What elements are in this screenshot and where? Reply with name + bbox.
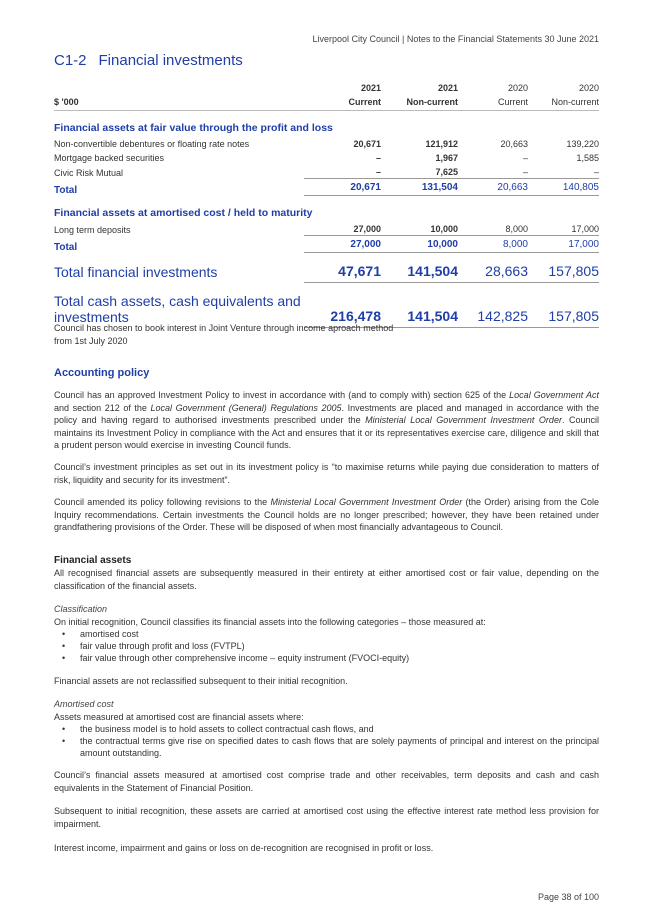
text: Council has an approved Investment Policy to invest in accordance with (and to comply with) section 625 of the: [54, 390, 510, 400]
interest-income-text: Interest income, impairment and gains or loss on de-recognition are recognised in profit or loss.: [54, 843, 434, 853]
list-item: • fair value through profit and loss (FVTPL): [54, 640, 599, 652]
total-cash-label-line2: investments: [54, 308, 129, 325]
page-number: Page 38 of 100: [537, 892, 599, 902]
amortised-cost-heading: Amortised cost: [54, 699, 114, 709]
cell: –: [522, 167, 528, 177]
accounting-policy-heading: Accounting policy: [54, 367, 150, 379]
cell: 1,585: [576, 153, 599, 163]
policy-paragraph-1: [54, 389, 599, 452]
table-row: [54, 136, 599, 150]
amortised-cost-list: [54, 723, 599, 759]
total-investments-label: Total financial investments: [54, 263, 218, 280]
col-type: Non-current: [528, 94, 599, 111]
cell: 20,663: [500, 139, 528, 149]
unit-label: $ '000: [54, 94, 304, 111]
financial-assets-heading: Financial assets: [54, 555, 132, 566]
classification-intro: On initial recognition, Council classifies its financial assets into the following categories – those measured at:: [54, 617, 486, 627]
amortised-comprise-text: Council’s financial assets measured at amortised cost comprise trade and other receivables, term deposits and cash and cash equivalents in the Statement of Financial Position.: [54, 770, 599, 793]
cell: 17,000: [571, 224, 599, 234]
total-cell: 216,478: [304, 283, 381, 328]
section-code: C1-2: [54, 52, 87, 69]
cell: 7,625: [435, 167, 458, 177]
total-cell: 47,671: [304, 253, 381, 283]
total-cell: 140,805: [528, 179, 599, 196]
total-cell: 10,000: [381, 236, 458, 253]
total-cell: 142,825: [458, 283, 528, 328]
classification-list: [54, 628, 599, 664]
section-title-text: Financial investments: [98, 52, 243, 69]
total-cell: 17,000: [528, 236, 599, 253]
text-italic: Local Government Act: [509, 390, 599, 400]
cell: 27,000: [353, 224, 381, 234]
text-italic: Local Government (General) Regulations 2005: [150, 402, 342, 413]
list-item: • the contractual terms give rise on specified dates to cash flows that are solely payments of principal and interest on the principal amount outstanding.: [54, 735, 599, 759]
col-year: 2020: [578, 83, 599, 93]
group-title-amortised: Financial assets at amortised cost / held to maturity: [54, 207, 313, 219]
text: Council amended its policy following revisions to the: [54, 497, 271, 507]
col-year: 2021: [437, 83, 458, 93]
not-reclassified-text: Financial assets are not reclassified subsequent to their initial recognition.: [54, 676, 348, 686]
classification-heading: Classification: [54, 604, 108, 614]
row-label: Non-convertible debentures or floating rate notes: [54, 139, 250, 149]
total-cell: 141,504: [381, 283, 458, 328]
cell: 8,000: [505, 224, 528, 234]
total-label: Total: [54, 184, 78, 196]
total-cell: 20,663: [458, 179, 528, 196]
text-italic: Ministerial Local Government Investment Order: [365, 415, 562, 425]
total-label: Total: [54, 241, 78, 253]
subsequent-recognition-text: Subsequent to initial recognition, these assets are carried at amortised cost using the effective interest rate method less provision for impairment.: [54, 806, 599, 829]
section-title: [54, 52, 243, 69]
text: and section 212 of the: [54, 402, 151, 413]
note-line-2: from 1st July 2020: [54, 335, 128, 346]
total-cash-row: [54, 283, 599, 328]
total-cell: 141,504: [381, 253, 458, 283]
cell: –: [375, 153, 381, 163]
total-cell: 28,663: [458, 253, 528, 283]
list-item: • amortised cost: [54, 628, 599, 640]
total-cell: 27,000: [304, 236, 381, 253]
policy-paragraph-2: Council’s investment principles as set out in its investment policy is “to maximise returns while paying due consideration to matters of risk, liquidity and security for its investment”.: [54, 462, 599, 485]
table-row: [54, 221, 599, 236]
cell: 20,671: [353, 139, 381, 149]
total-cell: 20,671: [304, 179, 381, 196]
row-label: Long term deposits: [54, 224, 131, 235]
row-label: Civic Risk Mutual: [54, 167, 124, 178]
cell: 1,967: [435, 153, 458, 163]
row-label: Mortgage backed securities: [54, 153, 165, 163]
col-year: 2020: [507, 83, 528, 93]
total-investments-row: [54, 253, 599, 283]
financial-investments-table: [54, 80, 599, 328]
total-cell: 8,000: [458, 236, 528, 253]
col-year: 2021: [360, 83, 381, 93]
list-item: • the business model is to hold assets to collect contractual cash flows, and: [54, 723, 599, 735]
cell: 121,912: [425, 139, 458, 149]
text-italic: Ministerial Local Government Investment Order: [270, 497, 463, 507]
cell: –: [593, 167, 599, 177]
total-cash-label: [54, 283, 304, 328]
text: . Investments are placed and managed in accordance with the policy and having regard to authorised investments prescribed under the: [54, 402, 599, 425]
group-title-fvtpl: Financial assets at fair value through the profit and loss: [54, 122, 333, 134]
table-row: [54, 164, 599, 179]
amortised-cost-intro: Assets measured at amortised cost are financial assets where:: [54, 712, 304, 722]
cell: –: [522, 153, 528, 163]
col-type: Current: [304, 94, 381, 111]
list-item: • fair value through other comprehensive income – equity instrument (FVOCI-equity): [54, 652, 599, 664]
policy-paragraph-3: [54, 496, 599, 534]
col-type: Non-current: [381, 94, 458, 111]
note-line-1: Council has chosen to book interest in Joint Venture through income aproach method: [54, 323, 394, 333]
cell: 139,220: [566, 139, 599, 149]
total-cell: 157,805: [528, 283, 599, 328]
total-row: [54, 236, 599, 253]
text: . Council maintains its Investment Policy in compliance with the Act and ensures that it or its representatives exercise care, diligence and skill that a prudent person would exercise in investing Council funds.: [54, 415, 600, 450]
table-header-years: [54, 80, 599, 94]
financial-assets-paragraph: All recognised financial assets are subsequently measured in their entirety at either amortised cost or fair value, depending on the classification of the financial assets.: [54, 568, 599, 591]
document-header: Liverpool City Council | Notes to the Financial Statements 30 June 2021: [312, 34, 599, 44]
total-cell: 157,805: [528, 253, 599, 283]
note-text: [54, 322, 599, 347]
total-cash-label-line1: Total cash assets, cash equivalents and: [54, 292, 301, 309]
table-header-types: [54, 94, 599, 111]
table-row: [54, 150, 599, 164]
text: (the Order) arising from the Cole Inquiry recommendations. Certain investments the Council holds are no longer prescribed; however, they have been retained under grandfathering provisions of the Order. These will be disposed of when most financially advantageous to Council.: [54, 497, 600, 532]
cell: –: [375, 167, 381, 177]
cell: 10,000: [430, 224, 458, 234]
col-type: Current: [458, 94, 528, 111]
total-row: [54, 179, 599, 196]
total-cell: 131,504: [381, 179, 458, 196]
